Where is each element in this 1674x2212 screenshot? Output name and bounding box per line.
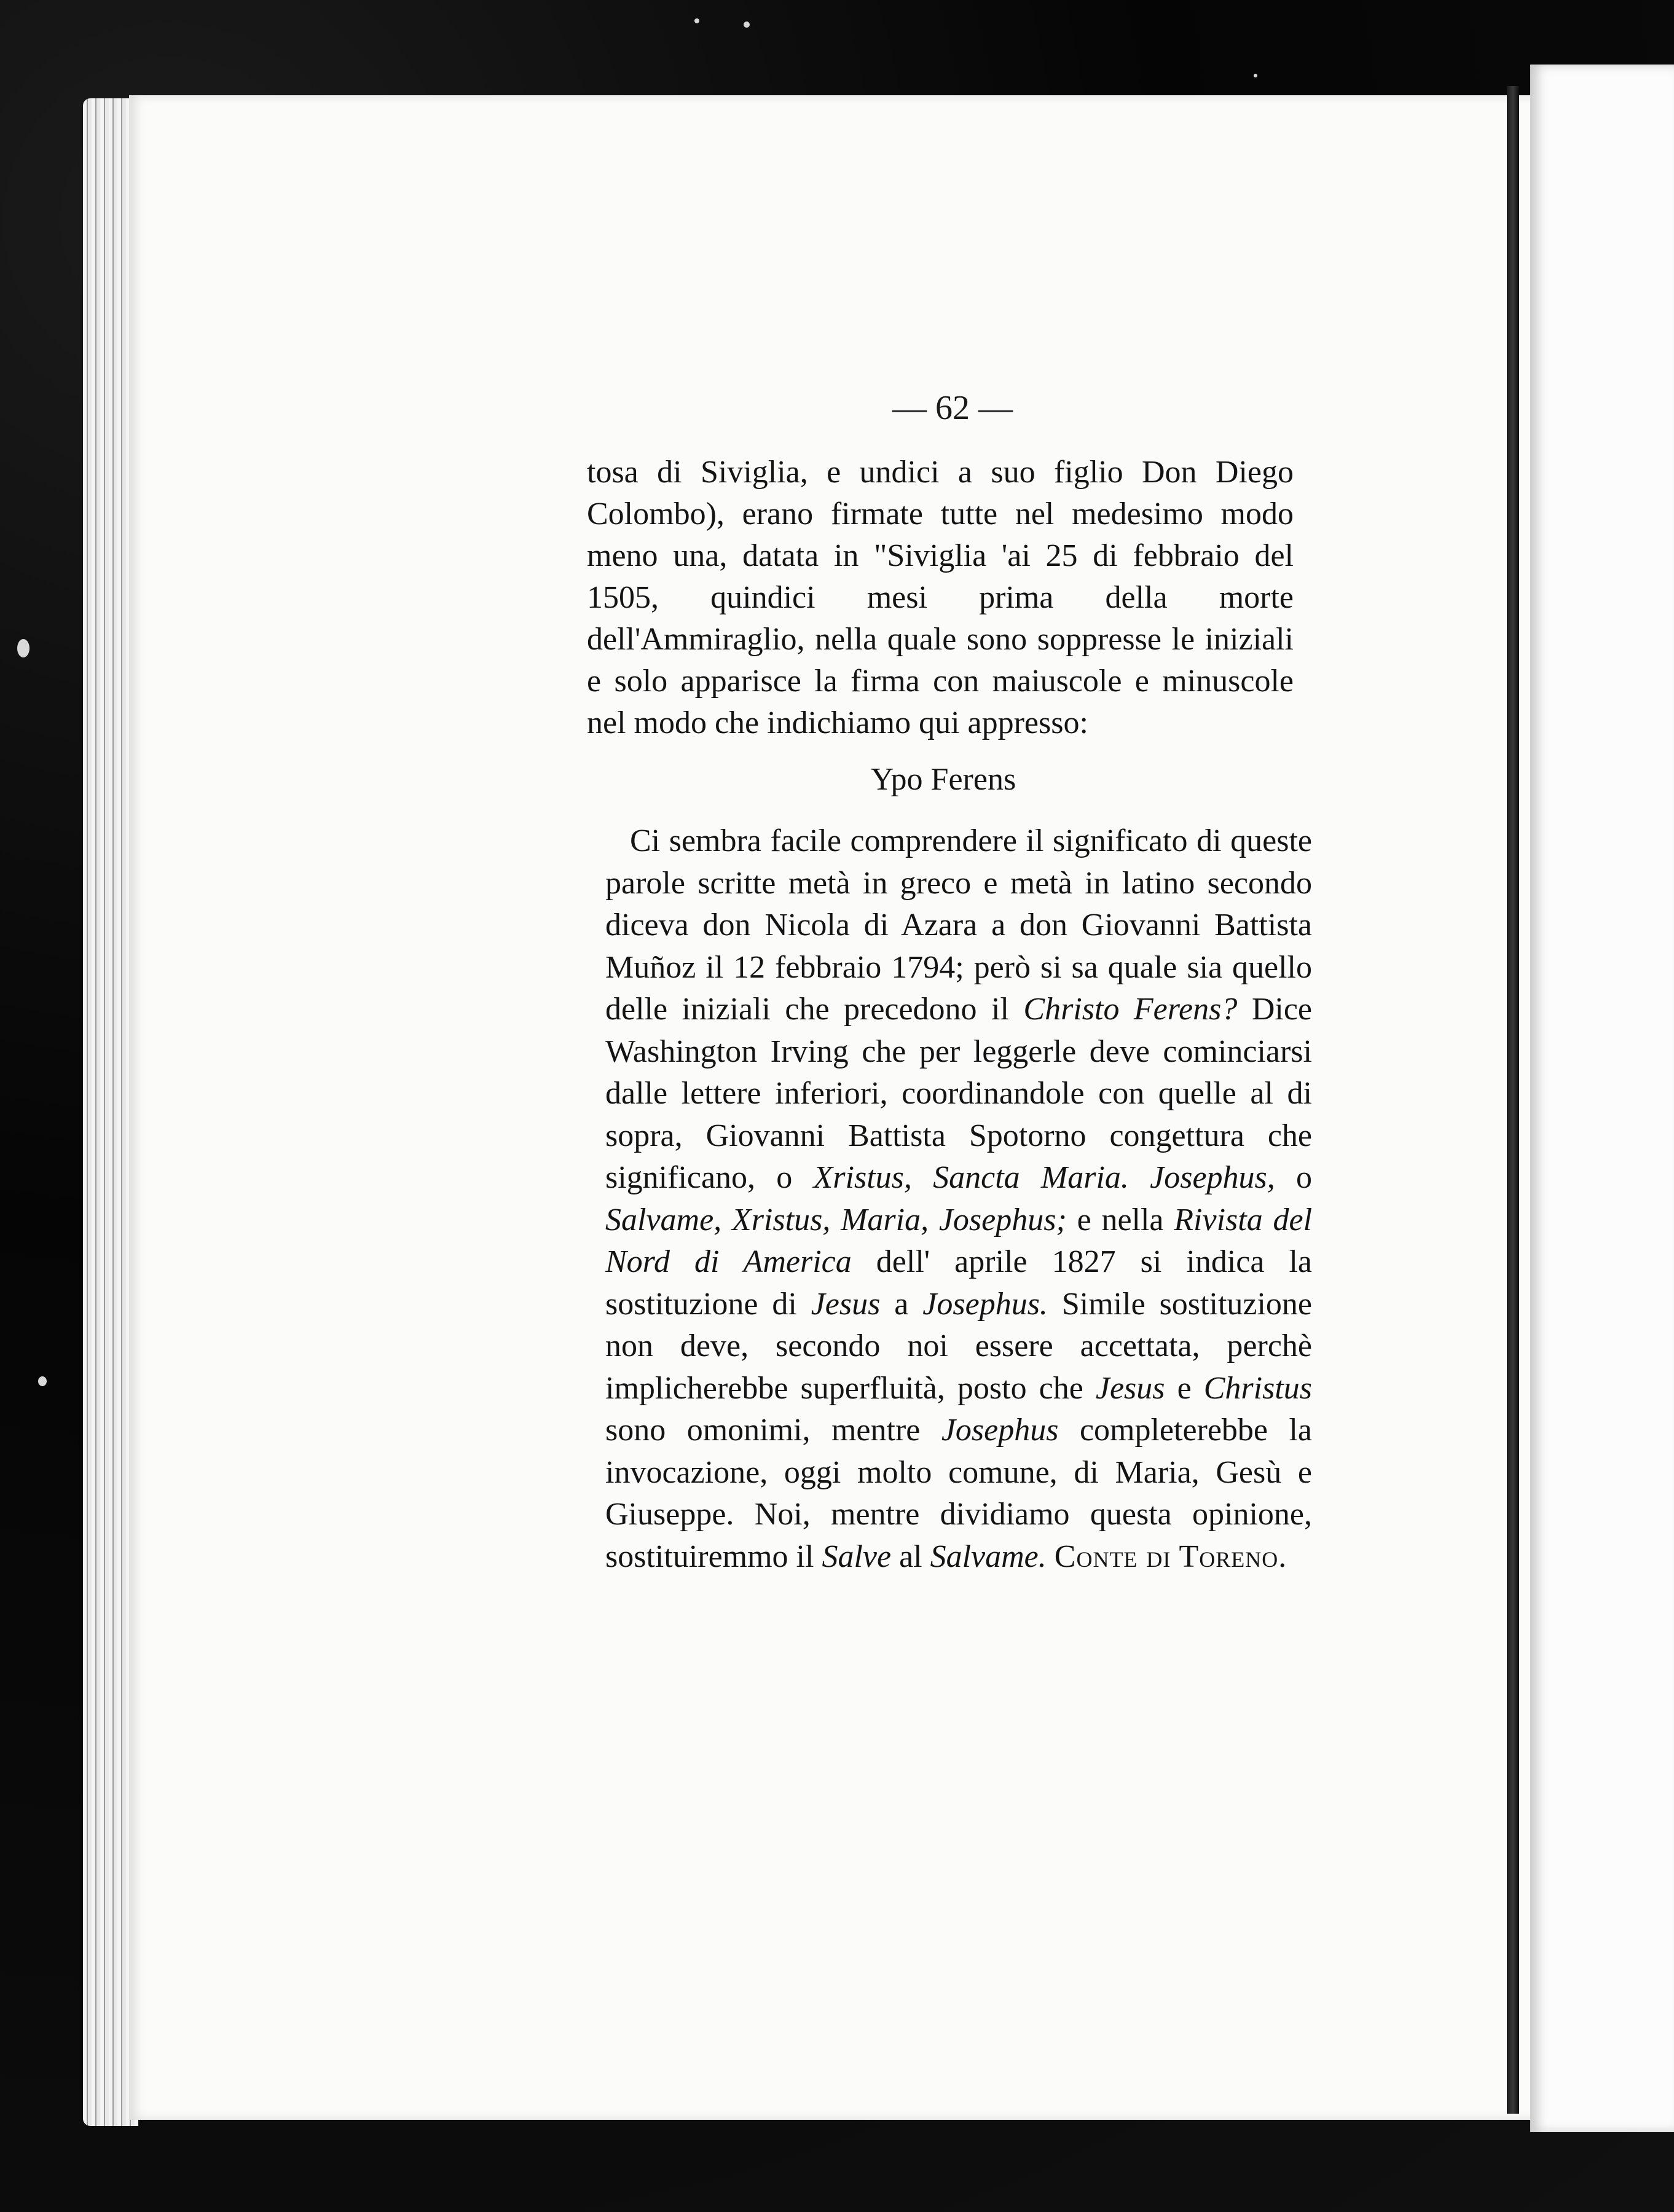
adjacent-page	[1530, 65, 1674, 2132]
italic-reference: Josephus.	[922, 1286, 1048, 1322]
dust-speck	[744, 22, 750, 28]
paragraph-2-text: a	[894, 1286, 909, 1322]
italic-reference: Christus	[1203, 1370, 1313, 1406]
author-signature: Conte di Toreno.	[1054, 1539, 1287, 1574]
dust-speck	[17, 639, 29, 657]
paragraph-2-text: completerebbe la invocazione, oggi molto comune, di Maria, Gesù e Giuseppe. Noi, mentre dividiamo questa opinione, sostituiremmo il	[605, 1413, 1313, 1574]
italic-reference: Jesus	[811, 1286, 881, 1322]
paragraph-2-text: Simile sostituzione non deve, secondo noi essere accettata, perchè implicherebbe superfluità, posto che	[605, 1286, 1312, 1406]
paragraph-2-text: dell' aprile 1827 si indica la sostituzione di	[605, 1244, 1312, 1322]
italic-reference: Salvame, Xristus, Maria, Josephus;	[605, 1202, 1067, 1237]
italic-reference: Salvame.	[930, 1539, 1047, 1574]
paragraph-2-text: Dice Washington Irving che per leggerle deve cominciarsi dalle lettere inferiori, coordinandole con quelle al di sopra, Giovanni Battista Spotorno congettura che significano, o	[605, 992, 1313, 1195]
paragraph-2	[605, 820, 1312, 1578]
italic-reference: Rivista del Nord di America	[605, 1202, 1313, 1279]
paragraph-2-text: o	[1296, 1160, 1312, 1195]
italic-reference: Jesus	[1095, 1370, 1165, 1406]
italic-reference: Christo Ferens?	[1023, 992, 1238, 1027]
dust-speck	[1254, 74, 1257, 77]
paragraph-2-text: Ci sembra facile comprendere il significato di queste parole scritte metà in greco e metà in latino secondo diceva don Nicola di Azara a don Giovanni Battista Muñoz il 12 febbraio 1794; però si sa quale sia quello delle iniziali che precedono il	[605, 823, 1312, 1027]
italic-reference: Josephus	[941, 1413, 1059, 1448]
dust-speck	[694, 18, 699, 23]
paragraph-2-text: sono omonimi, mentre	[605, 1413, 921, 1448]
dust-speck	[38, 1376, 47, 1386]
paragraph-2-text: al	[899, 1539, 922, 1574]
italic-reference: Salve	[822, 1539, 892, 1574]
paragraph-2-text: e	[1177, 1370, 1192, 1406]
book-spine	[1507, 86, 1519, 2114]
paragraph-2-text: e nella	[1077, 1202, 1164, 1237]
paragraph-1: tosa di Siviglia, e undici a suo figlio Don Diego Colombo), erano firmate tutte nel medesimo modo meno una, datata in "Siviglia 'ai 25 di febbraio del 1505, quindici mesi prima della morte dell'Ammiraglio, nella quale sono soppresse le iniziali e solo apparisce la firma con maiuscole e minuscole nel modo che indichiamo qui appresso:	[587, 455, 1294, 740]
italic-reference: Xristus, Sancta Maria. Josephus,	[813, 1160, 1275, 1195]
centered-signature-line: Ypo Ferens	[870, 762, 1016, 797]
page-number: — 62 —	[892, 389, 1013, 427]
